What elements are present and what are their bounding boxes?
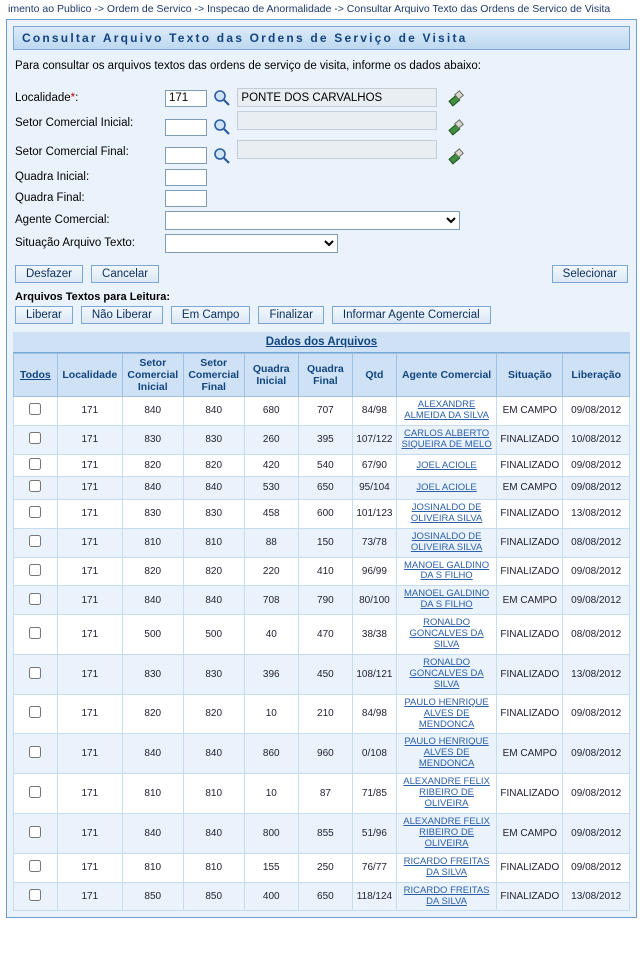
cell-liberacao: 09/08/2012 xyxy=(563,557,630,586)
search-icon[interactable] xyxy=(213,147,231,165)
cell-situacao: FINALIZADO xyxy=(497,528,563,557)
cell-qtd: 96/99 xyxy=(352,557,396,586)
cell-quadra-inicial: 800 xyxy=(244,814,298,854)
setor-final-label: Setor Comercial Final: xyxy=(15,146,129,159)
row-select-cell xyxy=(14,774,58,814)
row-select-cell xyxy=(14,882,58,911)
row-select-cell xyxy=(14,454,58,477)
search-icon[interactable] xyxy=(213,118,231,136)
form-row-situacao xyxy=(15,232,465,255)
selecionar-button[interactable]: Selecionar xyxy=(552,265,628,283)
cell-liberacao: 08/08/2012 xyxy=(563,528,630,557)
cell-quadra-inicial: 400 xyxy=(244,882,298,911)
cell-localidade: 171 xyxy=(57,528,122,557)
agente-link[interactable]: JOEL ACIOLE xyxy=(416,482,477,494)
cell-localidade: 171 xyxy=(57,454,122,477)
row-select-cell xyxy=(14,397,58,426)
cell-liberacao: 09/08/2012 xyxy=(563,694,630,734)
cell-liberacao: 09/08/2012 xyxy=(563,586,630,615)
cell-liberacao: 13/08/2012 xyxy=(563,654,630,694)
cell-situacao: EM CAMPO xyxy=(497,814,563,854)
row-select-cell xyxy=(14,814,58,854)
cell-localidade: 171 xyxy=(57,654,122,694)
cell-situacao: FINALIZADO xyxy=(497,654,563,694)
cell-setor-inicial: 840 xyxy=(122,586,183,615)
cell-quadra-inicial: 88 xyxy=(244,528,298,557)
form-row-quadra-inicial xyxy=(15,167,465,188)
cell-localidade: 171 xyxy=(57,814,122,854)
row-checkbox[interactable] xyxy=(29,889,41,901)
row-select-cell xyxy=(14,615,58,655)
cell-agente-comercial xyxy=(396,528,496,557)
arquivos-actions xyxy=(15,306,628,324)
liberar-button[interactable]: Liberar xyxy=(15,306,73,324)
table-row xyxy=(14,586,630,615)
page-title: Consultar Arquivo Texto das Ordens de Serviço de Visita xyxy=(13,26,630,50)
setor-final-input[interactable] xyxy=(165,147,207,164)
cell-quadra-final: 395 xyxy=(298,425,352,454)
agente-link[interactable]: MANOEL GALDINO DA S FILHO xyxy=(403,559,490,582)
agente-link[interactable]: JOSINALDO DE OLIVEIRA SILVA xyxy=(410,530,483,553)
agente-link[interactable]: RONALDO GONCALVES DA SILVA xyxy=(409,656,484,690)
cell-agente-comercial xyxy=(396,425,496,454)
cell-quadra-final: 600 xyxy=(298,499,352,528)
cell-quadra-inicial: 40 xyxy=(244,615,298,655)
row-select-cell xyxy=(14,528,58,557)
agente-link[interactable]: ALEXANDRE FELIX RIBEIRO DE OLIVEIRA xyxy=(403,816,490,849)
table-head xyxy=(14,353,630,396)
row-checkbox[interactable] xyxy=(29,403,41,415)
row-checkbox[interactable] xyxy=(29,506,41,518)
agente-comercial-select[interactable] xyxy=(165,211,460,230)
cell-quadra-final: 960 xyxy=(298,734,352,774)
header-qtd: Qtd xyxy=(352,353,396,396)
header-situacao: Situação xyxy=(497,353,563,396)
cell-quadra-inicial: 155 xyxy=(244,853,298,882)
cell-quadra-final: 210 xyxy=(298,694,352,734)
table-row xyxy=(14,694,630,734)
cell-agente-comercial xyxy=(396,814,496,854)
row-checkbox[interactable] xyxy=(29,746,41,758)
cell-liberacao: 08/08/2012 xyxy=(563,615,630,655)
header-liberacao: Liberação xyxy=(563,353,630,396)
required-marker: * xyxy=(70,91,76,104)
cell-quadra-final: 650 xyxy=(298,477,352,500)
row-select-cell xyxy=(14,734,58,774)
row-checkbox[interactable] xyxy=(29,458,41,470)
cell-situacao: FINALIZADO xyxy=(497,615,563,655)
cell-setor-final: 830 xyxy=(183,425,244,454)
intro-text: Para consultar os arquivos textos das ordens de serviço de visita, informe os dados abaixo: xyxy=(15,60,481,72)
cell-quadra-inicial: 10 xyxy=(244,694,298,734)
cell-quadra-final: 450 xyxy=(298,654,352,694)
table-row xyxy=(14,654,630,694)
row-checkbox[interactable] xyxy=(29,667,41,679)
agente-link[interactable]: MANOEL GALDINO DA S FILHO xyxy=(403,588,490,611)
row-select-cell xyxy=(14,654,58,694)
agente-comercial-label: Agente Comercial: xyxy=(15,214,110,227)
cell-quadra-inicial: 220 xyxy=(244,557,298,586)
cell-situacao: FINALIZADO xyxy=(497,454,563,477)
cell-setor-inicial: 840 xyxy=(122,814,183,854)
situacao-arquivo-select[interactable] xyxy=(165,234,338,253)
header-quadra-final: Quadra Final xyxy=(298,353,352,396)
row-checkbox[interactable] xyxy=(29,535,41,547)
cell-agente-comercial xyxy=(396,586,496,615)
cell-qtd: 67/90 xyxy=(352,454,396,477)
cell-localidade: 171 xyxy=(57,586,122,615)
cell-quadra-inicial: 860 xyxy=(244,734,298,774)
cell-setor-final: 820 xyxy=(183,454,244,477)
cell-quadra-inicial: 458 xyxy=(244,499,298,528)
cell-localidade: 171 xyxy=(57,397,122,426)
row-checkbox[interactable] xyxy=(29,860,41,872)
main-panel xyxy=(6,19,637,918)
cell-setor-inicial: 820 xyxy=(122,454,183,477)
form-row-quadra-final xyxy=(15,188,465,209)
cell-setor-inicial: 830 xyxy=(122,654,183,694)
cell-setor-inicial: 830 xyxy=(122,499,183,528)
cell-setor-final: 830 xyxy=(183,654,244,694)
cell-liberacao: 13/08/2012 xyxy=(563,499,630,528)
table-caption: Dados dos Arquivos xyxy=(13,332,630,353)
form-row-agente xyxy=(15,209,465,232)
cell-liberacao: 09/08/2012 xyxy=(563,774,630,814)
table-row xyxy=(14,882,630,911)
quadra-final-input[interactable] xyxy=(165,190,207,207)
cell-agente-comercial xyxy=(396,734,496,774)
cell-setor-inicial: 840 xyxy=(122,477,183,500)
cell-agente-comercial xyxy=(396,499,496,528)
informar-agente-comercial-button[interactable]: Informar Agente Comercial xyxy=(332,306,491,324)
cell-quadra-final: 87 xyxy=(298,774,352,814)
cell-agente-comercial xyxy=(396,774,496,814)
cell-situacao: FINALIZADO xyxy=(497,882,563,911)
table-row xyxy=(14,425,630,454)
cell-setor-inicial: 810 xyxy=(122,528,183,557)
arquivos-section-label: Arquivos Textos para Leitura: xyxy=(15,290,171,303)
agente-link[interactable]: ALEXANDRE FELIX RIBEIRO DE OLIVEIRA xyxy=(403,776,490,810)
setor-inicial-input[interactable] xyxy=(165,119,207,136)
table-row xyxy=(14,499,630,528)
cell-qtd: 71/85 xyxy=(352,774,396,814)
eraser-icon[interactable] xyxy=(447,147,465,165)
cell-situacao: EM CAMPO xyxy=(497,397,563,426)
cell-situacao: FINALIZADO xyxy=(497,425,563,454)
cell-qtd: 101/123 xyxy=(352,499,396,528)
cell-quadra-inicial: 680 xyxy=(244,397,298,426)
table-row xyxy=(14,853,630,882)
table-row xyxy=(14,397,630,426)
cell-situacao: EM CAMPO xyxy=(497,586,563,615)
cell-setor-final: 840 xyxy=(183,477,244,500)
cell-situacao: FINALIZADO xyxy=(497,694,563,734)
cell-setor-final: 810 xyxy=(183,528,244,557)
cell-quadra-inicial: 530 xyxy=(244,477,298,500)
localidade-label: Localidade*: xyxy=(15,91,79,104)
header-quadra-inicial: Quadra Inicial xyxy=(244,353,298,396)
agente-link[interactable]: CARLOS ALBERTO SIQUEIRA DE MELO xyxy=(401,427,492,450)
cell-localidade: 171 xyxy=(57,499,122,528)
cell-liberacao: 09/08/2012 xyxy=(563,477,630,500)
cell-setor-final: 820 xyxy=(183,557,244,586)
cell-setor-inicial: 850 xyxy=(122,882,183,911)
cell-liberacao: 10/08/2012 xyxy=(563,425,630,454)
cell-setor-inicial: 840 xyxy=(122,397,183,426)
cell-qtd: 80/100 xyxy=(352,586,396,615)
cell-qtd: 76/77 xyxy=(352,853,396,882)
cell-liberacao: 09/08/2012 xyxy=(563,454,630,477)
cell-localidade: 171 xyxy=(57,477,122,500)
search-icon[interactable] xyxy=(213,89,231,107)
table-row xyxy=(14,557,630,586)
cell-liberacao: 09/08/2012 xyxy=(563,814,630,854)
cell-localidade: 171 xyxy=(57,615,122,655)
row-select-cell xyxy=(14,694,58,734)
table-row xyxy=(14,454,630,477)
cancelar-button[interactable]: Cancelar xyxy=(91,265,159,283)
table-row xyxy=(14,528,630,557)
cell-quadra-final: 790 xyxy=(298,586,352,615)
cell-localidade: 171 xyxy=(57,425,122,454)
search-form xyxy=(15,86,465,255)
cell-quadra-final: 650 xyxy=(298,882,352,911)
cell-agente-comercial xyxy=(396,654,496,694)
cell-setor-final: 840 xyxy=(183,814,244,854)
cell-qtd: 38/38 xyxy=(352,615,396,655)
cell-agente-comercial xyxy=(396,853,496,882)
cell-setor-inicial: 810 xyxy=(122,853,183,882)
cell-quadra-inicial: 10 xyxy=(244,774,298,814)
setor-inicial-description xyxy=(237,111,437,130)
cell-setor-final: 820 xyxy=(183,694,244,734)
cell-qtd: 95/104 xyxy=(352,477,396,500)
localidade-description: PONTE DOS CARVALHOS xyxy=(237,88,437,107)
cell-quadra-final: 150 xyxy=(298,528,352,557)
table-row xyxy=(14,814,630,854)
row-select-cell xyxy=(14,477,58,500)
table-header-row xyxy=(14,353,630,396)
cell-setor-final: 500 xyxy=(183,615,244,655)
agente-link[interactable]: JOSINALDO DE OLIVEIRA SILVA xyxy=(410,501,483,524)
cell-localidade: 171 xyxy=(57,882,122,911)
cell-setor-inicial: 810 xyxy=(122,774,183,814)
cell-liberacao: 13/08/2012 xyxy=(563,882,630,911)
cell-qtd: 107/122 xyxy=(352,425,396,454)
cell-liberacao: 09/08/2012 xyxy=(563,853,630,882)
cell-situacao: FINALIZADO xyxy=(497,853,563,882)
cell-setor-inicial: 820 xyxy=(122,557,183,586)
row-checkbox[interactable] xyxy=(29,564,41,576)
cell-quadra-final: 707 xyxy=(298,397,352,426)
agente-link[interactable]: RONALDO GONCALVES DA SILVA xyxy=(409,617,484,651)
cell-agente-comercial xyxy=(396,397,496,426)
agente-link[interactable]: PAULO HENRIQUE ALVES DE MENDONCA xyxy=(404,736,489,770)
eraser-icon[interactable] xyxy=(447,118,465,136)
nao-liberar-button[interactable]: Não Liberar xyxy=(81,306,163,324)
form-row-setor-final xyxy=(15,138,465,167)
cell-localidade: 171 xyxy=(57,557,122,586)
form-actions xyxy=(15,265,628,283)
table-row xyxy=(14,774,630,814)
row-checkbox[interactable] xyxy=(29,706,41,718)
cell-qtd: 118/124 xyxy=(352,882,396,911)
cell-setor-final: 840 xyxy=(183,397,244,426)
cell-qtd: 73/78 xyxy=(352,528,396,557)
header-setor-inicial: Setor Comercial Inicial xyxy=(122,353,183,396)
header-localidade: Localidade xyxy=(57,353,122,396)
finalizar-button[interactable]: Finalizar xyxy=(258,306,323,324)
cell-quadra-final: 410 xyxy=(298,557,352,586)
form-row-setor-inicial xyxy=(15,109,465,138)
header-todos[interactable]: Todos xyxy=(14,353,58,396)
cell-quadra-inicial: 708 xyxy=(244,586,298,615)
header-agente-comercial: Agente Comercial xyxy=(396,353,496,396)
cell-quadra-inicial: 396 xyxy=(244,654,298,694)
cell-liberacao: 09/08/2012 xyxy=(563,397,630,426)
agente-link[interactable]: ALEXANDRE ALMEIDA DA SILVA xyxy=(404,399,489,422)
row-checkbox[interactable] xyxy=(29,480,41,492)
row-select-cell xyxy=(14,853,58,882)
agente-link[interactable]: PAULO HENRIQUE ALVES DE MENDONCA xyxy=(404,696,489,730)
header-setor-final: Setor Comercial Final xyxy=(183,353,244,396)
quadra-inicial-label: Quadra Inicial: xyxy=(15,171,90,184)
cell-agente-comercial xyxy=(396,882,496,911)
cell-situacao: EM CAMPO xyxy=(497,734,563,774)
cell-localidade: 171 xyxy=(57,694,122,734)
table-row xyxy=(14,734,630,774)
cell-quadra-final: 250 xyxy=(298,853,352,882)
table-body xyxy=(14,397,630,911)
cell-agente-comercial xyxy=(396,694,496,734)
eraser-icon[interactable] xyxy=(447,89,465,107)
localidade-input[interactable] xyxy=(165,90,207,107)
cell-setor-inicial: 500 xyxy=(122,615,183,655)
agente-link[interactable]: JOEL ACIOLE xyxy=(416,459,477,471)
cell-setor-final: 810 xyxy=(183,853,244,882)
row-select-cell xyxy=(14,499,58,528)
desfazer-button[interactable]: Desfazer xyxy=(15,265,83,283)
agente-link[interactable]: RICARDO FREITAS DA SILVA xyxy=(403,884,490,907)
agente-link[interactable]: RICARDO FREITAS DA SILVA xyxy=(403,855,490,878)
breadcrumb: imento ao Publico -> Ordem de Servico -> Inspecao de Anormalidade -> Consultar Arquivo Texto das Ordens de Servico de Visita xyxy=(8,3,611,15)
cell-quadra-inicial: 260 xyxy=(244,425,298,454)
cell-setor-inicial: 840 xyxy=(122,734,183,774)
quadra-inicial-input[interactable] xyxy=(165,169,207,186)
cell-agente-comercial xyxy=(396,454,496,477)
cell-agente-comercial xyxy=(396,557,496,586)
cell-situacao: EM CAMPO xyxy=(497,477,563,500)
form-row-localidade xyxy=(15,86,465,109)
cell-localidade: 171 xyxy=(57,774,122,814)
setor-final-description xyxy=(237,140,437,159)
cell-situacao: FINALIZADO xyxy=(497,557,563,586)
cell-quadra-final: 540 xyxy=(298,454,352,477)
cell-qtd: 108/121 xyxy=(352,654,396,694)
row-checkbox[interactable] xyxy=(29,786,41,798)
row-select-cell xyxy=(14,557,58,586)
row-checkbox[interactable] xyxy=(29,593,41,605)
cell-localidade: 171 xyxy=(57,734,122,774)
cell-liberacao: 09/08/2012 xyxy=(563,734,630,774)
cell-setor-final: 850 xyxy=(183,882,244,911)
row-checkbox[interactable] xyxy=(29,826,41,838)
cell-setor-inicial: 830 xyxy=(122,425,183,454)
table-row xyxy=(14,477,630,500)
cell-setor-final: 840 xyxy=(183,734,244,774)
cell-qtd: 51/96 xyxy=(352,814,396,854)
cell-localidade: 171 xyxy=(57,853,122,882)
row-select-cell xyxy=(14,425,58,454)
cell-situacao: FINALIZADO xyxy=(497,499,563,528)
cell-setor-inicial: 820 xyxy=(122,694,183,734)
cell-qtd: 84/98 xyxy=(352,397,396,426)
quadra-final-label: Quadra Final: xyxy=(15,192,85,205)
cell-qtd: 0/108 xyxy=(352,734,396,774)
cell-quadra-inicial: 420 xyxy=(244,454,298,477)
row-checkbox[interactable] xyxy=(29,627,41,639)
cell-setor-final: 840 xyxy=(183,586,244,615)
cell-qtd: 84/98 xyxy=(352,694,396,734)
cell-situacao: FINALIZADO xyxy=(497,774,563,814)
cell-quadra-final: 470 xyxy=(298,615,352,655)
row-select-cell xyxy=(14,586,58,615)
cell-setor-final: 830 xyxy=(183,499,244,528)
cell-setor-final: 810 xyxy=(183,774,244,814)
cell-agente-comercial xyxy=(396,615,496,655)
situacao-arquivo-label: Situação Arquivo Texto: xyxy=(15,237,135,250)
em-campo-button[interactable]: Em Campo xyxy=(171,306,251,324)
setor-inicial-label: Setor Comercial Inicial: xyxy=(15,117,134,130)
table-row xyxy=(14,615,630,655)
cell-quadra-final: 855 xyxy=(298,814,352,854)
cell-agente-comercial xyxy=(396,477,496,500)
row-checkbox[interactable] xyxy=(29,432,41,444)
dados-arquivos-table xyxy=(13,332,630,912)
